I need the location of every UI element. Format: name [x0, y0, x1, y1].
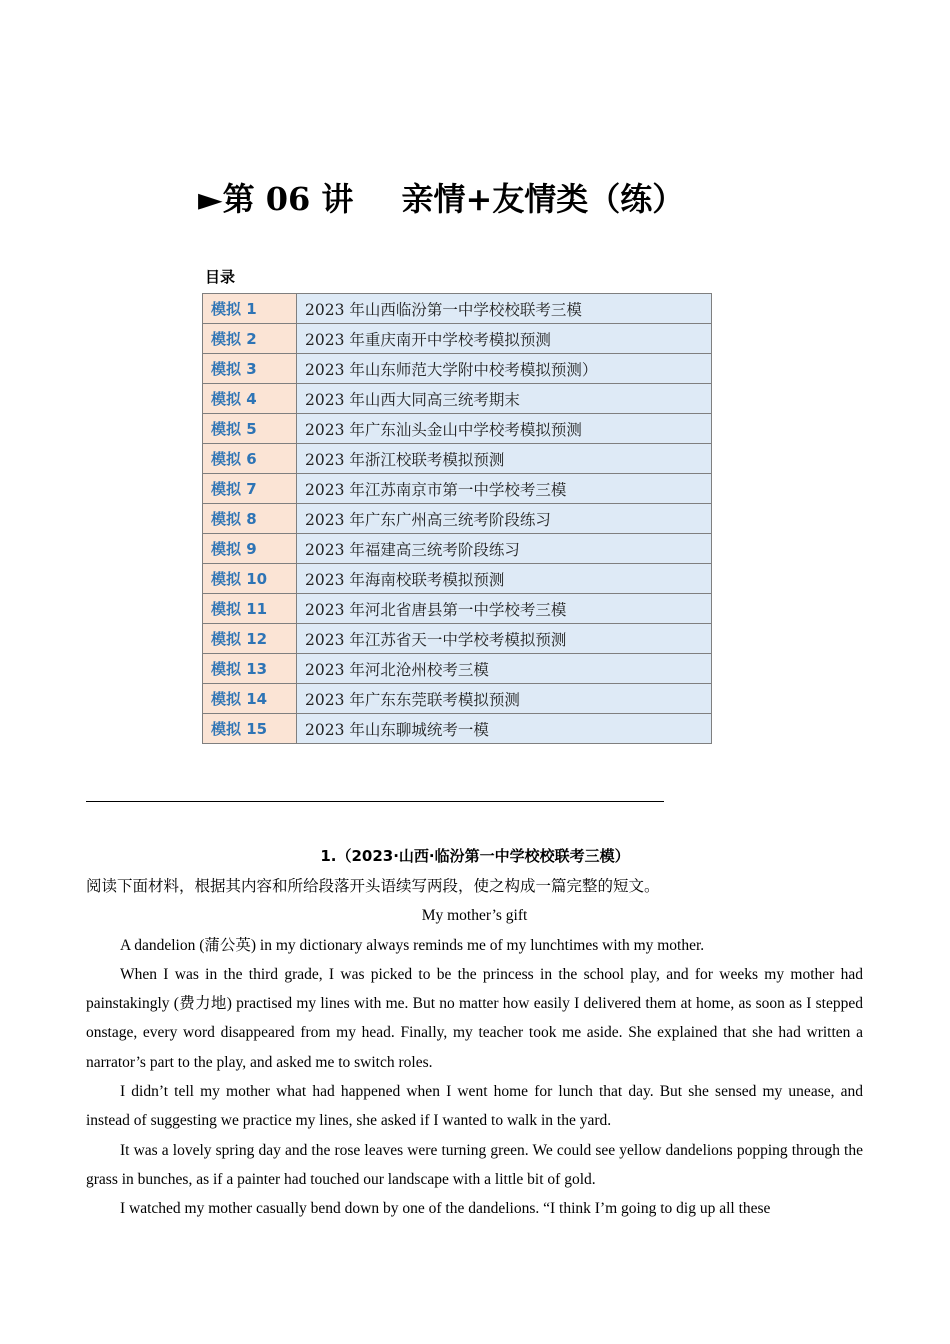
toc-row	[203, 714, 712, 744]
toc-row	[203, 654, 712, 684]
toc-description: 2023 年福建高三统考阶段练习	[297, 534, 712, 564]
toc-description: 2023 年河北省唐县第一中学校考三模	[297, 594, 712, 624]
toc-link-mock-5[interactable]: 模拟 5	[203, 414, 297, 444]
toc-label: 目录	[205, 268, 236, 286]
toc-row	[203, 564, 712, 594]
toc-link-mock-3[interactable]: 模拟 3	[203, 354, 297, 384]
toc-link-mock-1[interactable]: 模拟 1	[203, 294, 297, 324]
toc-description: 2023 年山东聊城统考一模	[297, 714, 712, 744]
toc-row	[203, 534, 712, 564]
toc-link-mock-4[interactable]: 模拟 4	[203, 384, 297, 414]
toc-description: 2023 年海南校联考模拟预测	[297, 564, 712, 594]
toc-description: 2023 年河北沧州校考三模	[297, 654, 712, 684]
lecture-topic: 亲情+友情类（练）	[401, 180, 685, 218]
story-title: My mother’s gift	[421, 907, 528, 925]
toc-row	[203, 504, 712, 534]
toc-description: 2023 年江苏省天一中学校考模拟预测	[297, 624, 712, 654]
story-paragraph: I didn’t tell my mother what had happened when I went home for lunch that day. But she sensed my unease, and instead of suggesting we practice my lines, she asked if I wanted to walk in the yard.	[86, 1083, 863, 1130]
toc-description: 2023 年广东汕头金山中学校考模拟预测	[297, 414, 712, 444]
story-paragraph: A dandelion (蒲公英) in my dictionary always reminds me of my lunchtimes with my mother.	[120, 936, 705, 954]
toc-link-mock-14[interactable]: 模拟 14	[203, 684, 297, 714]
toc-link-mock-10[interactable]: 模拟 10	[203, 564, 297, 594]
toc-description: 2023 年江苏南京市第一中学校考三模	[297, 474, 712, 504]
toc-description: 2023 年广东东莞联考模拟预测	[297, 684, 712, 714]
toc-link-mock-13[interactable]: 模拟 13	[203, 654, 297, 684]
section-divider	[86, 801, 664, 802]
toc-row	[203, 384, 712, 414]
story-paragraph: It was a lovely spring day and the rose leaves were turning green. We could see yellow dandelions popping through the grass in bunches, as if a painter had touched our landscape with a little bit of gold.	[86, 1141, 863, 1188]
toc-table	[202, 293, 712, 744]
question-content	[86, 872, 863, 1224]
toc-description: 2023 年广东广州高三统考阶段练习	[297, 504, 712, 534]
toc-row	[203, 444, 712, 474]
toc-description: 2023 年山西大同高三统考期末	[297, 384, 712, 414]
toc-row	[203, 684, 712, 714]
story-paragraph: When I was in the third grade, I was picked to be the princess in the school play, and for weeks my mother had painstakingly (费力地) practised my lines with me. But no matter how easily I delivered them at home, as soon as I stepped onstage, every word disappeared from my head. Finally, my teacher took me aside. She explained that she had written a narrator’s part to the play, and asked me to switch roles.	[86, 965, 863, 1071]
lecture-number: ►第 06 讲	[198, 180, 354, 218]
toc-link-mock-2[interactable]: 模拟 2	[203, 324, 297, 354]
toc-link-mock-9[interactable]: 模拟 9	[203, 534, 297, 564]
toc-description: 2023 年山西临汾第一中学校校联考三模	[297, 294, 712, 324]
toc-row	[203, 414, 712, 444]
question-heading: 1.（2023·山西·临汾第一中学校校联考三模）	[320, 847, 630, 865]
toc-link-mock-11[interactable]: 模拟 11	[203, 594, 297, 624]
toc-row	[203, 294, 712, 324]
toc-row	[203, 624, 712, 654]
toc-description: 2023 年浙江校联考模拟预测	[297, 444, 712, 474]
toc-row	[203, 474, 712, 504]
toc-row	[203, 324, 712, 354]
toc-description: 2023 年山东师范大学附中校考模拟预测）	[297, 354, 712, 384]
toc-row	[203, 354, 712, 384]
toc-link-mock-6[interactable]: 模拟 6	[203, 444, 297, 474]
story-paragraph: I watched my mother casually bend down by one of the dandelions. “I think I’m going to dig up all these	[120, 1200, 771, 1218]
toc-description: 2023 年重庆南开中学校考模拟预测	[297, 324, 712, 354]
toc-link-mock-12[interactable]: 模拟 12	[203, 624, 297, 654]
toc-row	[203, 594, 712, 624]
toc-link-mock-8[interactable]: 模拟 8	[203, 504, 297, 534]
toc-link-mock-7[interactable]: 模拟 7	[203, 474, 297, 504]
toc-link-mock-15[interactable]: 模拟 15	[203, 714, 297, 744]
instruction-text: 阅读下面材料，根据其内容和所给段落开头语续写两段，使之构成一篇完整的短文。	[86, 878, 660, 895]
page-title	[198, 174, 758, 220]
